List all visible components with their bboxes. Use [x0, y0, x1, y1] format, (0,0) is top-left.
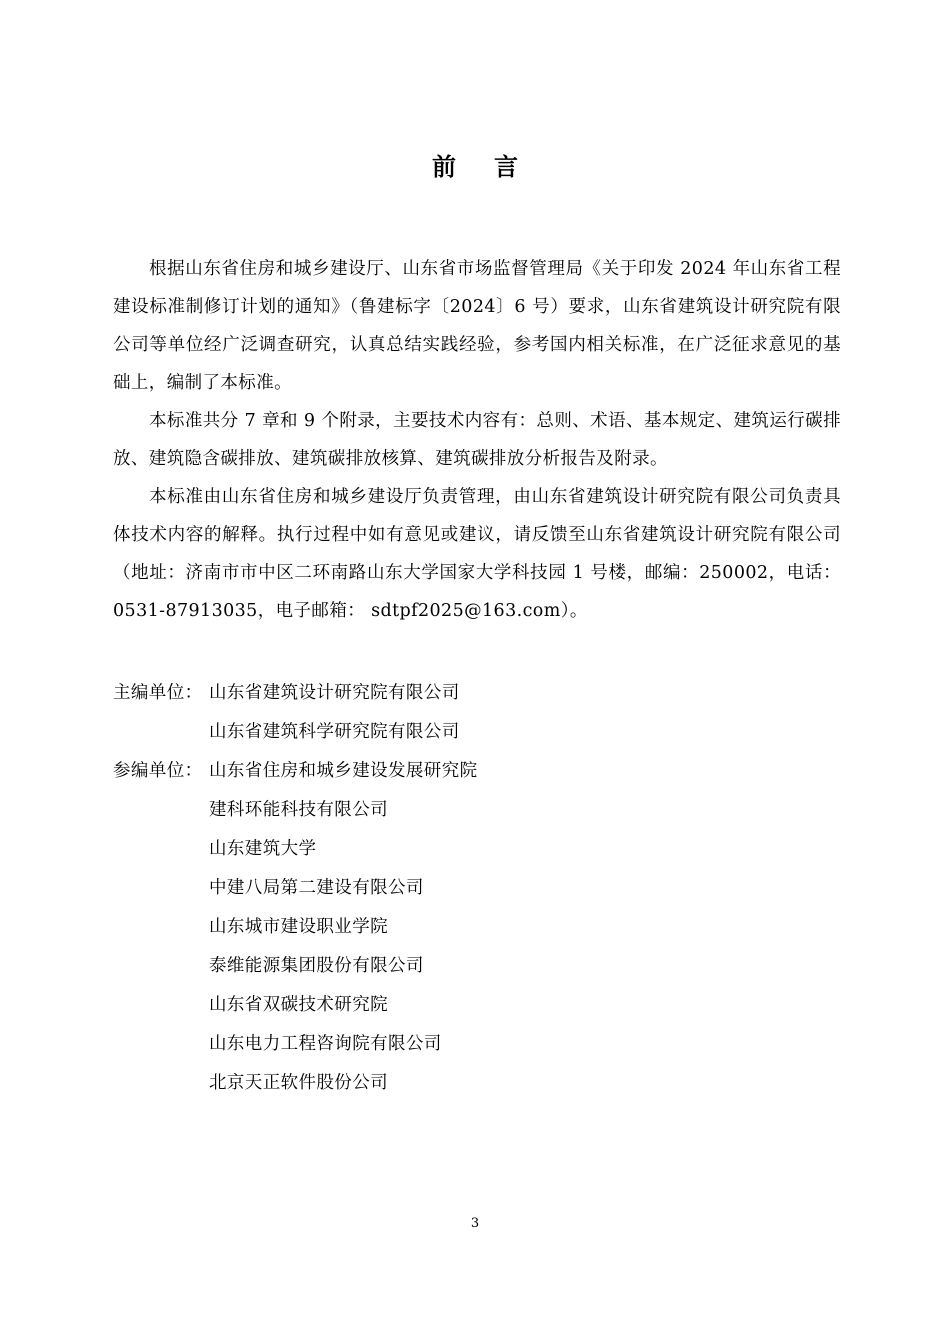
paragraph-basis: 根据山东省住房和城乡建设厅、山东省市场监督管理局《关于印发 2024 年山东省工程建设标准制修订计划的通知》（鲁建标字〔2024〕6 号）要求，山东省建筑设计研究院有限公司等单位经广泛调查研究，认真总结实践经验，参考国内相关标准，在广泛征求意见的基础上，编制了本标准。	[113, 259, 841, 393]
page-number: 3	[470, 1216, 480, 1231]
chief-unit-item: 山东省建筑设计研究院有限公司	[209, 683, 460, 703]
editorial-units	[113, 674, 841, 1103]
participating-unit-item: 山东省住房和城乡建设发展研究院	[209, 761, 478, 781]
participating-units-list	[209, 752, 478, 1103]
paragraph-management: 本标准由山东省住房和城乡建设厅负责管理，由山东省建筑设计研究院有限公司负责具体技术内容的解释。执行过程中如有意见或建议，请反馈至山东省建筑设计研究院有限公司（地址：济南市市中区二环南路山东大学国家大学科技园 1 号楼，邮编：250002，电话：0531-87913035，电子邮箱： sdtpf2025@163.com）。	[113, 487, 841, 621]
chief-units-list	[209, 674, 460, 752]
participating-unit-item: 山东省双碳技术研究院	[209, 995, 388, 1015]
paragraph-contents: 本标准共分 7 章和 9 个附录，主要技术内容有：总则、术语、基本规定、建筑运行碳排放、建筑隐含碳排放、建筑碳排放核算、建筑碳排放分析报告及附录。	[113, 411, 841, 469]
participating-units-label: 参编单位：	[113, 761, 203, 781]
participating-unit-item: 山东城市建设职业学院	[209, 917, 388, 937]
participating-unit-item: 山东建筑大学	[209, 839, 317, 859]
participating-unit-item: 建科环能科技有限公司	[209, 800, 388, 820]
participating-unit-item: 山东电力工程咨询院有限公司	[209, 1034, 442, 1054]
page-title: 前言	[432, 152, 556, 181]
participating-unit-item: 中建八局第二建设有限公司	[209, 878, 424, 898]
chief-unit-item: 山东省建筑科学研究院有限公司	[209, 722, 460, 742]
participating-unit-item: 泰维能源集团股份有限公司	[209, 956, 424, 976]
chief-units-group	[113, 674, 841, 752]
chief-units-label: 主编单位：	[113, 683, 203, 703]
participating-unit-item: 北京天正软件股份公司	[209, 1073, 388, 1093]
participating-units-group	[113, 752, 841, 1103]
preface-body	[113, 250, 841, 630]
